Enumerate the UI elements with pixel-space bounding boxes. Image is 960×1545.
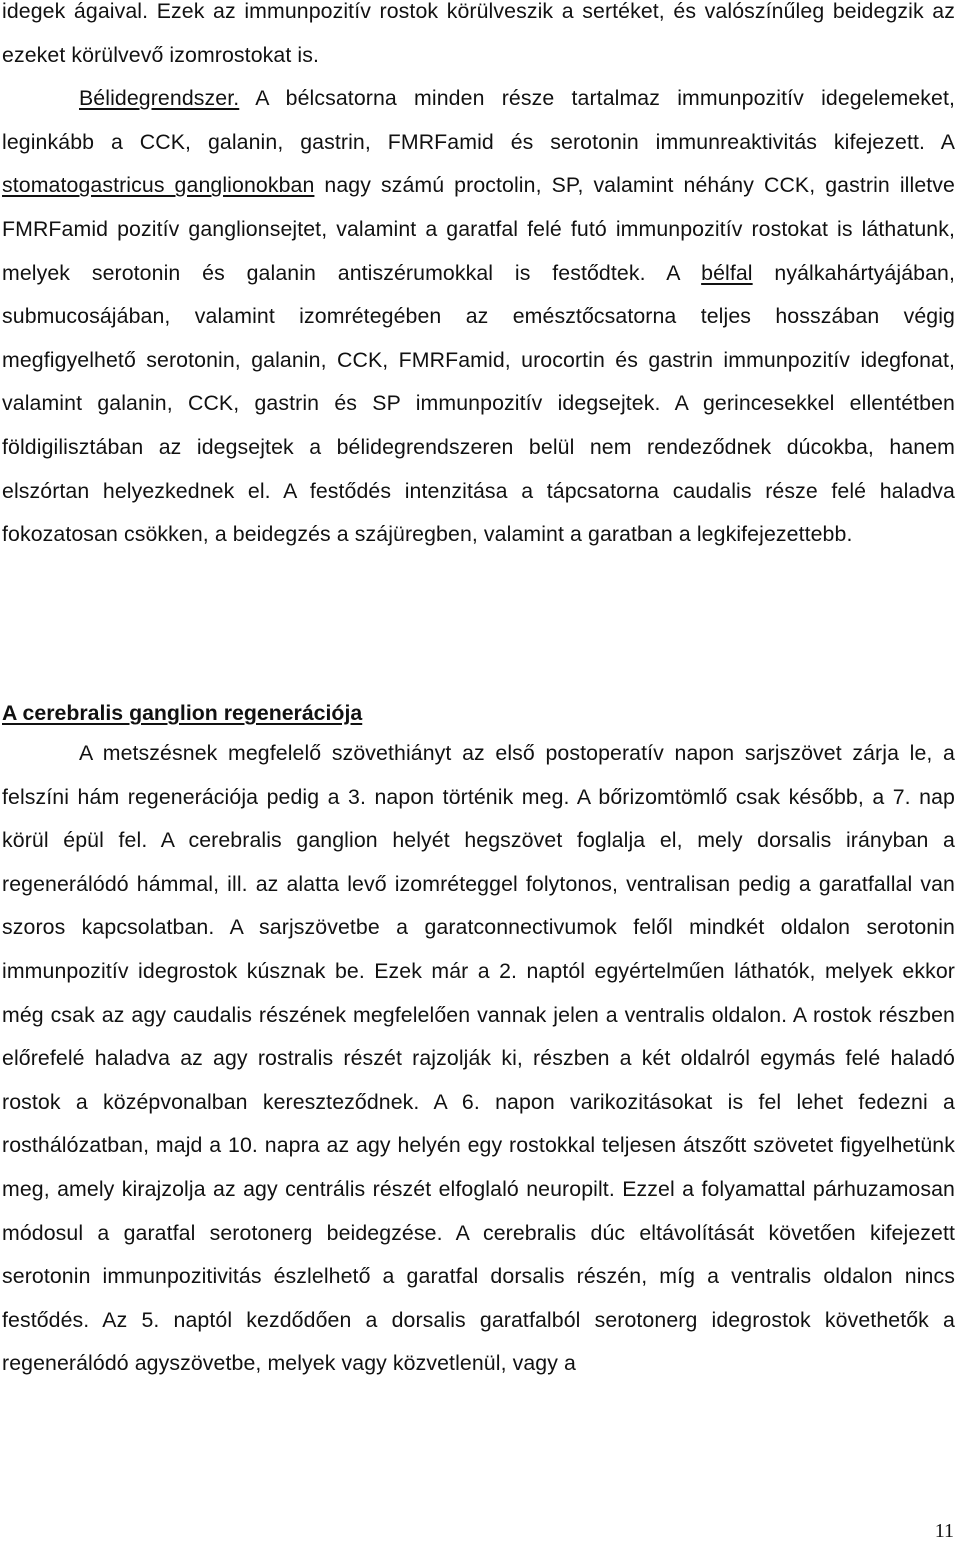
stomatogastricus-term: stomatogastricus ganglionokban xyxy=(2,173,315,198)
belidegrendszer-text: A bélcsatorna minden része tartalmaz immunpozitív idegelemeket, leginkább a CCK, galanin, gastrin, FMRFamid és serotonin immunreaktivitás kifejezett. A xyxy=(2,86,955,154)
section-text-block xyxy=(2,732,955,1386)
belidegrendszer-term: Bélidegrendszer. xyxy=(79,86,240,111)
belfal-text: nyálkahártyájában, submucosájában, valamint izomrétegében az emésztőcsatorna teljes hosszában végig megfigyelhető serotonin, galanin, CCK, FMRFamid, urocortin és gastrin immunpozitív idegfonat, valamint galanin, CCK, gastrin és SP immunpozitív idegsejtek. A gerincesekkel ellentétben földigilisztában az idegsejtek a bélidegrendszeren belül nem rendeződnek dúcokba, hanem elszórtan helyezkednek el. A festődés intenzitása a tápcsatorna caudalis része felé haladva fokozatosan csökken, a beidegzés a szájüregben, valamint a garatban a legkifejezettebb. xyxy=(2,260,955,547)
belidegrendszer-paragraph xyxy=(2,77,955,557)
page-number: 11 xyxy=(934,1520,954,1542)
stomatogastricus-text: nagy számú proctolin, SP, valamint néhány CCK, gastrin illetve FMRFamid pozitív ganglionsejtet, valamint a garatfal felé futó immunpozitív rostokat is láthatunk, melyek serotonin és galanin antiszérumokkal is festődtek. A xyxy=(2,173,955,285)
continuation-paragraph: idegek ágaival. Ezek az immunpozitív rostok körülveszik a sertéket, és valószínűleg beidegzik az ezeket körülvevő izomrostokat is. xyxy=(2,0,955,67)
belfal-term: bélfal xyxy=(701,260,753,285)
top-text-block xyxy=(2,0,955,557)
section-heading: A cerebralis ganglion regenerációja xyxy=(2,701,363,725)
regeneration-paragraph: A metszésnek megfelelő szövethiányt az első postoperatív napon sarjszövet zárja le, a felszíni hám regenerációja pedig a 3. napon történik meg. A bőrizomtömlő csak később, a 7. nap körül épül fel. A cerebralis ganglion helyét hegszövet foglalja el, mely dorsalis irányban a regenerálódó hámmal, ill. az alatta levő izomréteggel folytonos, ventralisan pedig a garatfallal van szoros kapcsolatban. A sarjszövetbe a garatconnectivumok felől mindkét oldalon serotonin immunpozitív idegrostok kúsznak be. Ezek már a 2. naptól egyértelműen láthatók, melyek ekkor még csak az agy caudalis részének megfelelően vannak jelen a ventralis oldalon. A rostok részben előrefelé haladva az agy rostralis részét rajzolják ki, részben a két oldalról egymás felé haladó rostok a középvonalban kereszteződnek. A 6. napon varikozitásokat is fel lehet fedezni a rosthálózatban, majd a 10. napra az agy helyén egy rostokkal teljesen átszőtt szövetet figyelhetünk meg, amely kirajzolja az agy centrális részét elfoglaló neuropilt. Ezzel a folyamattal párhuzamosan módosul a garatfal serotonerg beidegzése. A cerebralis dúc eltávolítását követően kifejezett serotonin immunpozitivitás észlelhető a garatfal dorsalis részén, míg a ventralis oldalon nincs festődés. Az 5. naptól kezdődően a dorsalis garatfalból serotonerg idegrostok követhetők a regenerálódó agyszövetbe, melyek vagy közvetlenül, vagy a xyxy=(2,741,955,1376)
